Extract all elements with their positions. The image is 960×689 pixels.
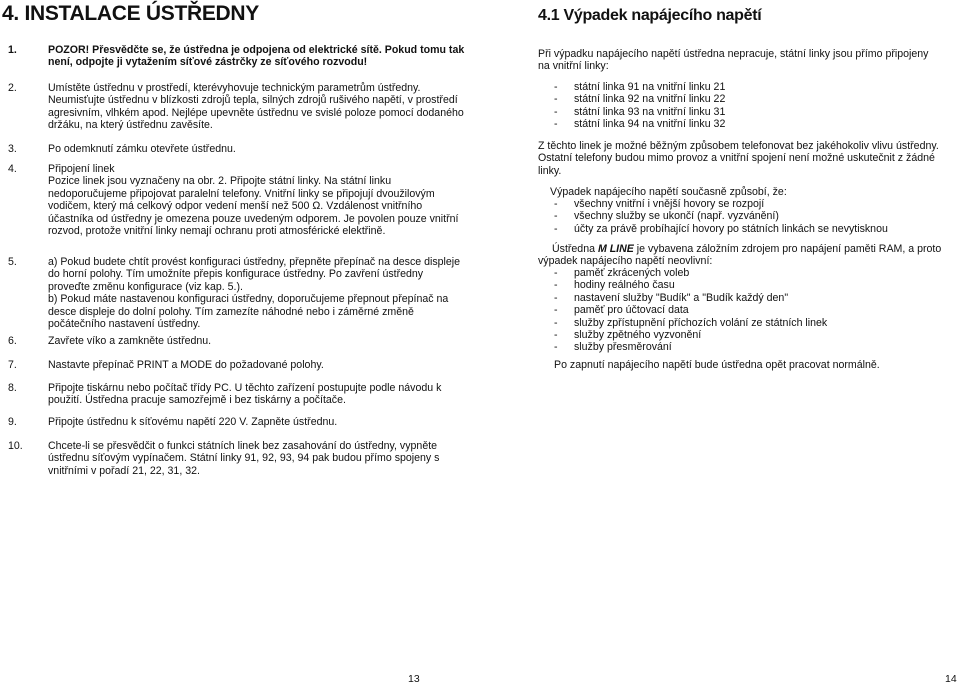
step-body	[48, 256, 466, 330]
left-page	[0, 0, 470, 689]
step-text: Připojte ústřednu k síťovému napětí 220 V. Zapněte ústřednu.	[48, 416, 338, 428]
paragraph: Po zapnutí napájecího napětí bude ústředna opět pracovat normálně.	[554, 359, 880, 371]
step-number: 1.	[8, 44, 17, 56]
line-mapping-list	[546, 81, 950, 131]
step-text: Připojte tiskárnu nebo počítač třídy PC. U těchto zařízení postupujte podle návodu k použití. Ústředna pracuje samozřejmě i bez tiskárny a počítače.	[48, 382, 442, 407]
memory-list	[546, 267, 950, 354]
page-number: 13	[408, 673, 420, 685]
step-number: 10.	[8, 440, 23, 452]
list-item: - státní linka 93 na vnitřní linku 31	[546, 106, 950, 118]
page-number: 14	[945, 673, 957, 685]
list-item: - paměť zkrácených voleb	[546, 267, 950, 279]
paragraph: Výpadek napájecího napětí současně způsobí, že:	[550, 186, 787, 198]
step-number: 4.	[8, 163, 17, 175]
step-body	[48, 163, 466, 237]
text: je vybavena záložním zdrojem pro napájení paměti RAM, a proto výpadek napájecího napětí neovlivní:	[538, 243, 942, 268]
section-title: 4. INSTALACE ÚSTŘEDNY	[2, 2, 260, 25]
step-number: 7.	[8, 359, 17, 371]
step-option-b: b) Pokud máte nastavenou konfiguraci ústředny, doporučujeme přepnout přepínač na desce displeje do dolní polohy. Tím zamezíte náhodné nebo i záměrné změně počátečního nastavení ústředny.	[48, 293, 449, 331]
list-item: - všechny vnitřní i vnější hovory se rozpojí	[546, 198, 950, 210]
step-text: Chcete-li se přesvědčit o funkci státních linek bez zasahování do ústředny, vypněte ústřednu síťovým vypínačem. Státní linky 91, 92, 93, 94 pak budou přímo spojeny s vnitřními v pořadí 21, 22, 31, 32.	[48, 440, 440, 477]
list-item: - služby zpřístupnění příchozích volání ze státních linek	[546, 317, 950, 329]
subsection-title: 4.1 Výpadek napájecího napětí	[538, 7, 762, 24]
step-number: 6.	[8, 335, 17, 347]
list-item: - státní linka 92 na vnitřní linku 22	[546, 93, 950, 105]
step-text: Pozice linek jsou vyznačeny na obr. 2. Připojte státní linky. Na státní linku nedoporučujeme připojovat paralelní telefony. Vnitřní linky se připojují dvoužilovým vodičem, který má celkový odpor vedení menší než 500 Ω. Vzdálenost vnitřního účastníka od ústředny je omezena pouze uvedeným odporem. Je povolen pouze vnitřní rozvod, protože vnitřní linky nemají ochranu proti atmosférické elektřině.	[48, 175, 459, 238]
list-item: - všechny služby se ukončí (např. vyzvánění)	[546, 210, 950, 222]
step-number: 9.	[8, 416, 17, 428]
step-number: 5.	[8, 256, 17, 268]
step-text: Zavřete víko a zamkněte ústřednu.	[48, 335, 212, 347]
step-text: Umístěte ústřednu v prostředí, kterévyhovuje technickým parametrům ústředny. Neumisťujte ústřednu v blízkosti zdrojů tepla, silných zdrojů rušivého napětí, v prostředí agresivním, vlhkém apod. Nejlépe upevněte ústřednu ve svislé poloze pomocí dodaného držáku, na který ústřednu zavěsíte.	[48, 82, 464, 132]
list-item: - služby přesměrování	[546, 341, 950, 353]
step-number: 8.	[8, 382, 17, 394]
list-item: - paměť pro účtovací data	[546, 304, 950, 316]
step-option-a: a) Pokud budete chtít provést konfiguraci ústředny, přepněte přepínač na desce displeje do horní polohy. Tím umožníte přepis konfigurace ústředny. Po zavření ústředny proveďte změnu konfigurace (viz kap. 5.).	[48, 256, 461, 293]
list-item: - nastavení služby "Budík" a "Budík každý den"	[546, 292, 950, 304]
step-number: 3.	[8, 143, 17, 155]
step-text: Po odemknutí zámku otevřete ústřednu.	[48, 143, 236, 155]
list-item: - státní linka 91 na vnitřní linku 21	[546, 81, 950, 93]
right-page	[480, 0, 960, 689]
step-text: Nastavte přepínač PRINT a MODE do požadované polohy.	[48, 359, 324, 371]
product-name: M LINE	[597, 243, 634, 255]
paragraph: Z těchto linek je možné běžným způsobem telefonovat bez jakéhokoliv vlivu ústředny. Ostatní telefony budou mimo provoz a vnitřní spojení není možné uskutečnit z žádné linky.	[538, 140, 939, 177]
paragraph	[538, 243, 942, 268]
text: Ústředna	[552, 243, 598, 255]
step-heading: Připojení linek	[48, 163, 115, 175]
effects-list	[546, 198, 950, 235]
intro-paragraph: Při výpadku napájecího napětí ústředna nepracuje, státní linky jsou přímo připojeny na vnitřní linky:	[538, 48, 929, 73]
list-item: - účty za právě probíhající hovory po státních linkách se nevytisknou	[546, 223, 950, 235]
step-number: 2.	[8, 82, 17, 94]
list-item: - státní linka 94 na vnitřní linku 32	[546, 118, 950, 130]
step-text: POZOR! Přesvědčte se, že ústředna je odpojena od elektrické sítě. Pokud tomu tak není, odpojte ji vytažením síťové zástrčky ze síťového rozvodu!	[48, 44, 465, 69]
list-item: - hodiny reálného času	[546, 279, 950, 291]
list-item: - služby zpětného vyzvonění	[546, 329, 950, 341]
